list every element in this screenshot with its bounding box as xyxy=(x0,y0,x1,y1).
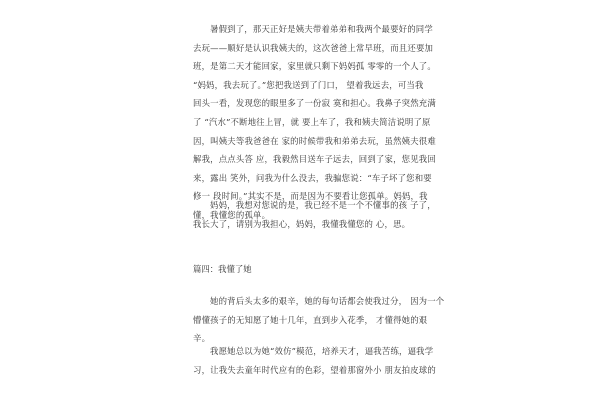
text-line: 习，让我失去童年时代应有的色彩，望着那窗外小 朋友拍皮球的 xyxy=(193,364,436,375)
text-line: 班，是第二天才能回家，家里就只剩下妈妈孤 零零的一个人了。 xyxy=(193,61,436,72)
text-line: 解我，点点头答 应，我毅然目送车子远去，回到了家，您见我回 xyxy=(193,154,436,165)
section-heading: 篇四：我懂了她 xyxy=(193,264,252,274)
essay-paragraph-childhood xyxy=(193,342,436,379)
text-line: 辛。 xyxy=(193,333,211,344)
text-line: 了 “汽水”不断地往上冒，就 要上车了，我和姨夫简洁说明了原 xyxy=(193,116,431,127)
text-line: 她的背后头太多的艰辛，她的每句话都会使我过分， 因为一个 xyxy=(210,296,445,306)
text-line: 懵懂孩子的无知愿了她十几年，直到步入花季， 才懂得她的艰 xyxy=(193,314,428,325)
text-line: 我长大了，请别为我担心，妈妈，我懂我懂您的 心，思。 xyxy=(193,218,411,229)
text-line: 来，露出 笑外，问我为什么没去，我骗您说：“车子坏了您和要 xyxy=(193,172,432,183)
text-line: 修一 段时间。”其实不是，而是因为不要看让您孤单。妈妈，我 xyxy=(193,191,428,202)
text-line: 回头一看，发现您的眼里多了一份寂 寞和担心。我鼻子突然充满 xyxy=(193,98,436,109)
text-line: “妈妈，我去玩了。”您把我送到了门口， 望着我远去，可当我 xyxy=(193,79,424,90)
text-line: 我愿她总以为她“效仿”模范，培养天才，逼我苦练，逼我学 xyxy=(210,346,434,356)
essay-paragraph-closing xyxy=(193,196,436,233)
text-line: 懂，我懂您的孤单。 xyxy=(193,209,271,220)
essay-paragraph-hardship xyxy=(193,292,445,348)
text-line: 因，叫姨夫等我爸爸在 家的时候带我和弟弟去玩，虽然姨夫很难 xyxy=(193,135,436,146)
essay-paragraph-summer xyxy=(193,20,436,225)
text-line: 妈妈，我想对您说的是，我已经不是一个不懂事的孩 子了， xyxy=(210,200,436,210)
text-line: 暑假到了，那天正好是姨夫带着弟弟和我两个最要好的同学 xyxy=(210,24,433,34)
text-line: 去玩——顺好是认识我姨夫的，这次爸爸上常早班，而且还要加 xyxy=(193,42,434,53)
